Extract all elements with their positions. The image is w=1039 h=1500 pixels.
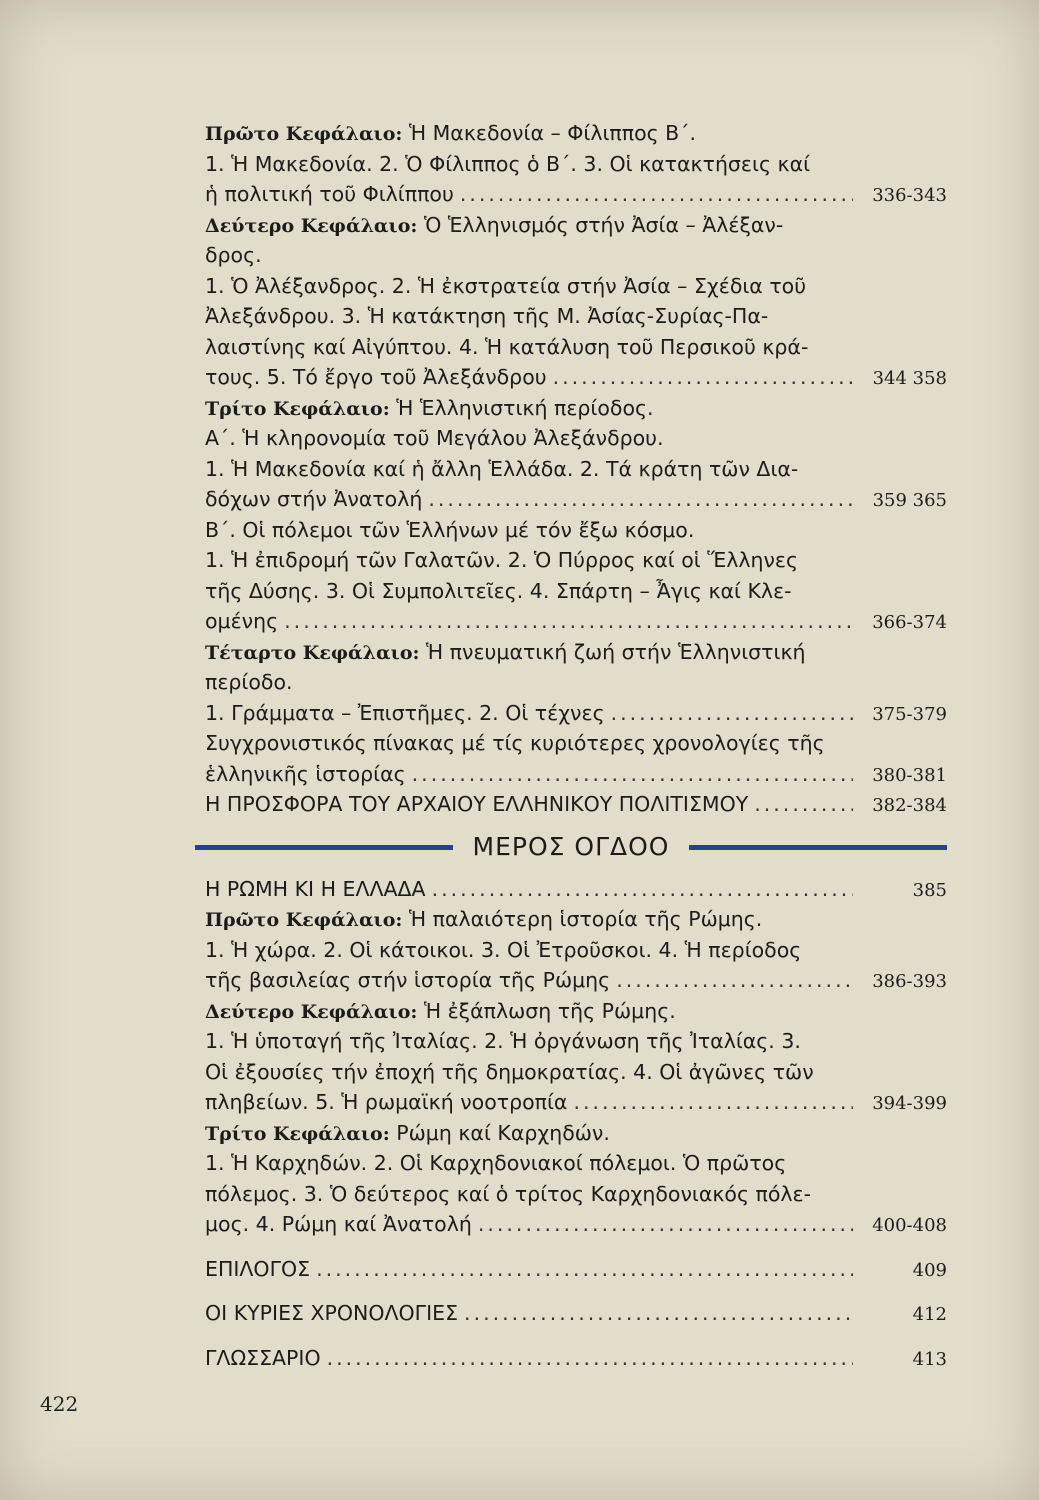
- page-range: 394-399: [872, 1093, 947, 1114]
- toc-entry[interactable]: [205, 1209, 947, 1240]
- chapter-label: Τρίτο Κεφάλαιο:: [205, 1122, 390, 1145]
- toc-entry[interactable]: [205, 606, 947, 637]
- toc-entry-text: τῆς βασιλείας στήν ἱστορία τῆς Ρώμης: [205, 968, 611, 992]
- dot-leader: [754, 789, 853, 820]
- toc-text-line: 1. Ἡ ὑποταγή τῆς Ἰταλίας. 2. Ἡ ὀργάνωση τῆς Ἰταλίας. 3.: [205, 1029, 801, 1053]
- dot-leader: [478, 1209, 853, 1240]
- part-divider: [195, 828, 947, 868]
- chapter-label: Τρίτο Κεφάλαιο:: [205, 397, 390, 420]
- toc-text-line: λαιστίνης καί Αἰγύπτου. 4. Ἡ κατάλυση τοῦ Περσικοῦ κρά-: [205, 334, 809, 359]
- toc-entry-text: ἑλληνικῆς ἱστορίας: [205, 761, 406, 786]
- chapter-heading: [205, 996, 947, 1027]
- page-range: 386-393: [872, 971, 947, 992]
- chapter-label: Τέταρτο Κεφάλαιο:: [205, 641, 420, 664]
- toc-text-line: Ἀλεξάνδρου. 3. Ἡ κατάκτηση τῆς Μ. Ἀσίας-Συρίας-Πα-: [205, 304, 769, 328]
- toc-entry-text: Η ΠΡΟΣΦΟΡΑ ΤΟΥ ΑΡΧΑΙΟΥ ΕΛΛΗΝΙΚΟΥ ΠΟΛΙΤΙΣΜΟΥ: [205, 792, 749, 816]
- dot-leader: [412, 759, 853, 790]
- toc-entry[interactable]: [205, 759, 947, 790]
- divider-bar-right: [689, 845, 947, 850]
- chapter-heading: [205, 210, 947, 241]
- toc-entry-dates[interactable]: [205, 1298, 947, 1329]
- toc-text-line: τῆς Δύσης. 3. Οἱ Συμπολιτεῖες. 4. Σπάρτη – Ἆγις καί Κλε-: [205, 578, 792, 603]
- toc-text-line: Οἱ ἐξουσίες τήν ἐποχή τῆς δημοκρατίας. 4. Οἱ ἀγῶνες τῶν: [205, 1059, 814, 1084]
- toc-entry[interactable]: [205, 965, 947, 996]
- dot-leader: [573, 1087, 853, 1118]
- toc-entry[interactable]: [205, 874, 947, 905]
- toc-entry-text: δόχων στήν Ἀνατολή: [205, 487, 423, 511]
- chapter-title: Ἡ ἐξάπλωση τῆς Ρώμης.: [417, 998, 676, 1023]
- toc-entry[interactable]: [205, 484, 947, 515]
- toc-entry[interactable]: [205, 179, 947, 210]
- page-range: 382-384: [872, 795, 947, 816]
- page-range: 412: [912, 1304, 947, 1325]
- toc-entry-text: ΕΠΙΛΟΓΟΣ: [205, 1256, 311, 1281]
- toc-entry-text: ἡ πολιτική τοῦ Φιλίππου: [205, 182, 454, 206]
- toc-entry-text: ΟΙ ΚΥΡΙΕΣ ΧΡΟΝΟΛΟΓΙΕΣ: [205, 1301, 459, 1325]
- toc-text-line: Συγχρονιστικός πίνακας μέ τίς κυριότερες χρονολογίες τῆς: [205, 731, 825, 755]
- chapter-heading: [205, 118, 947, 149]
- dot-leader: [464, 1298, 853, 1329]
- dot-leader: [611, 698, 853, 729]
- chapter-title-continued: περίοδο.: [205, 670, 293, 694]
- page-range: 413: [912, 1348, 947, 1370]
- chapter-heading: [205, 393, 947, 424]
- spacer: [205, 1240, 947, 1254]
- section-title: Α΄. Ἡ κληρονομία τοῦ Μεγάλου Ἀλεξάνδρου.: [205, 426, 664, 450]
- page-range: 359 365: [872, 490, 947, 511]
- chapter-heading: [205, 1118, 947, 1149]
- chapter-heading: [205, 637, 947, 668]
- page-range: 344 358: [872, 368, 947, 389]
- part-title: ΜΕΡΟΣ ΟΓΔΟΟ: [472, 832, 670, 862]
- toc-entry[interactable]: [205, 362, 947, 393]
- chapter-title: Ἡ πνευματική ζωή στήν Ἑλληνιστική: [419, 639, 806, 664]
- toc-text-line: 1. Ἡ Μακεδονία. 2. Ὁ Φίλιππος ὁ Β΄. 3. Οἱ κατακτήσεις καί: [205, 151, 811, 176]
- page-range: 409: [912, 1259, 947, 1281]
- dot-leader: [432, 874, 853, 905]
- page-range: 366-374: [872, 612, 947, 633]
- page-range: 385: [912, 879, 947, 901]
- page-range: 400-408: [872, 1215, 947, 1236]
- toc-entry-epilogue[interactable]: [205, 1254, 947, 1285]
- toc-entry[interactable]: [205, 789, 947, 820]
- toc-entry[interactable]: [205, 1087, 947, 1118]
- chapter-heading: [205, 904, 947, 935]
- toc-entry-text: 1. Γράμματα – Ἐπιστῆμες. 2. Οἱ τέχνες: [205, 700, 605, 725]
- toc-text-line: πόλεμος. 3. Ὁ δεύτερος καί ὁ τρίτος Καρχηδονιακός πόλε-: [205, 1181, 812, 1206]
- chapter-title: Ἡ Μακεδονία – Φίλιππος Β΄.: [402, 121, 696, 145]
- toc-entry-glossary[interactable]: [205, 1343, 947, 1374]
- chapter-title-continued: δρος.: [205, 243, 262, 267]
- dot-leader: [327, 1343, 853, 1374]
- toc-text-line: 1. Ἡ Μακεδονία καί ἡ ἄλλη Ἑλλάδα. 2. Τά κράτη τῶν Δια-: [205, 456, 799, 481]
- chapter-title: Ἡ Ἑλληνιστική περίοδος.: [389, 395, 654, 420]
- spacer: [205, 1284, 947, 1298]
- table-of-contents: [205, 118, 947, 1373]
- toc-entry-text: ΓΛΩΣΣΑΡΙΟ: [205, 1345, 321, 1370]
- dot-leader: [428, 484, 853, 515]
- chapter-label: Δεύτερο Κεφάλαιο:: [205, 1000, 418, 1023]
- dot-leader: [460, 179, 853, 210]
- toc-entry-text: πληβείων. 5. Ἡ ρωμαϊκή νοοτροπία: [205, 1090, 568, 1114]
- toc-entry[interactable]: [205, 698, 947, 729]
- toc-text-line: 1. Ἡ χώρα. 2. Οἱ κάτοικοι. 3. Οἱ Ἐτροῦσκοι. 4. Ἡ περίοδος: [205, 937, 802, 962]
- divider-bar-left: [195, 845, 453, 850]
- toc-entry-text: τους. 5. Τό ἔργο τοῦ Ἀλεξάνδρου: [205, 365, 547, 389]
- toc-text-line: 1. Ἡ Καρχηδών. 2. Οἱ Καρχηδονιακοί πόλεμοι. Ὁ πρῶτος: [205, 1151, 787, 1175]
- spacer: [205, 1329, 947, 1343]
- page-range: 375-379: [872, 703, 947, 725]
- toc-entry-text: Η ΡΩΜΗ ΚΙ Η ΕΛΛΑΔΑ: [205, 876, 426, 901]
- chapter-title: Ἡ παλαιότερη ἱστορία τῆς Ρώμης.: [402, 907, 763, 931]
- toc-text-line: 1. Ὁ Ἀλέξανδρος. 2. Ἡ ἐκστρατεία στήν Ἀσία – Σχέδια τοῦ: [205, 273, 807, 298]
- chapter-label: Δεύτερο Κεφάλαιο:: [205, 214, 418, 237]
- toc-entry-text: μος. 4. Ρώμη καί Ἀνατολή: [205, 1212, 472, 1236]
- chapter-title: Ὁ Ἑλληνισμός στήν Ἀσία – Ἀλέξαν-: [417, 212, 784, 237]
- chapter-title: Ρώμη καί Καρχηδών.: [389, 1120, 610, 1145]
- dot-leader: [616, 965, 853, 996]
- page-range: 336-343: [872, 185, 947, 206]
- page-number: 422: [40, 1392, 79, 1416]
- page-range: 380-381: [872, 764, 947, 786]
- chapter-label: Πρῶτο Κεφάλαιο:: [205, 909, 403, 931]
- chapter-label: Πρῶτο Κεφάλαιο:: [205, 123, 403, 145]
- dot-leader: [553, 362, 853, 393]
- toc-entry-text: ομένης: [205, 609, 279, 633]
- toc-text-line: 1. Ἡ ἐπιδρομή τῶν Γαλατῶν. 2. Ὁ Πύρρος καί οἱ Ἕλληνες: [205, 548, 799, 572]
- dot-leader: [284, 606, 853, 637]
- dot-leader: [316, 1254, 853, 1285]
- section-title: Β΄. Οἱ πόλεμοι τῶν Ἑλλήνων μέ τόν ἔξω κόσμο.: [205, 517, 695, 542]
